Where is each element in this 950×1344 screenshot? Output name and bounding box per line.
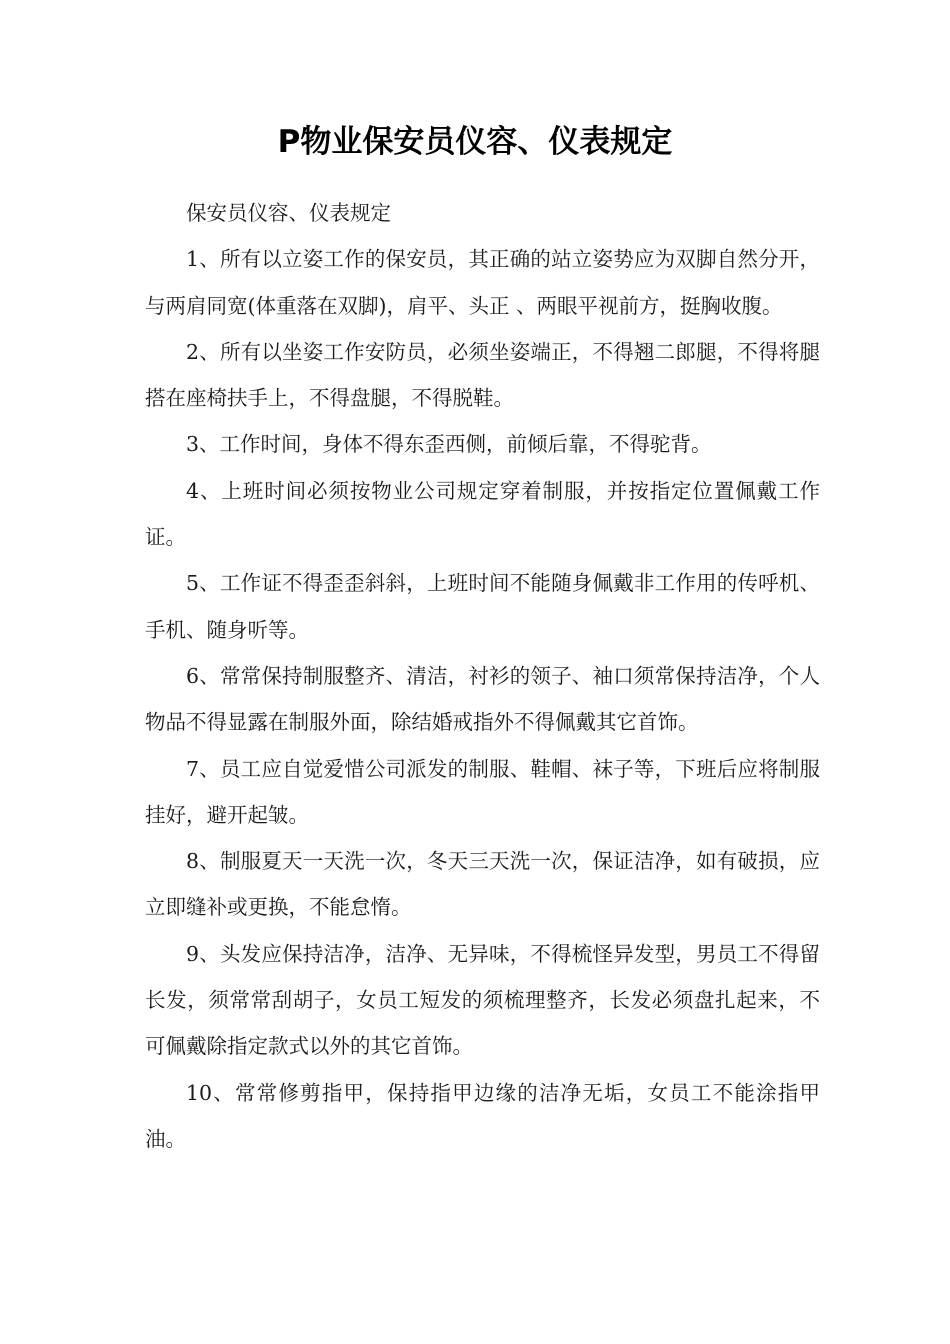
- paragraph-rule-2: 2、所有以坐姿工作安防员，必须坐姿端正，不得翘二郎腿，不得将腿搭在座椅扶手上，不得盘腿，不得脱鞋。: [145, 339, 820, 411]
- paragraph-rule-5: 5、工作证不得歪歪斜斜，上班时间不能随身佩戴非工作用的传呼机、手机、随身听等。: [145, 571, 820, 642]
- paragraph-rule-7: 7、员工应自觉爱惜公司派发的制服、鞋帽、袜子等，下班后应将制服挂好，避开起皱。: [145, 756, 820, 827]
- paragraph-rule-4: 4、上班时间必须按物业公司规定穿着制服，并按指定位置佩戴工作证。: [145, 478, 820, 550]
- document-title: P物业保安员仪容、仪表规定: [277, 124, 673, 160]
- paragraph-rule-10: 10、常常修剪指甲，保持指甲边缘的洁净无垢，女员工不能涂指甲油。: [145, 1080, 820, 1151]
- paragraph-rule-8: 8、制服夏天一天洗一次，冬天三天洗一次，保证洁净，如有破损，应立即缝补或更换，不能怠惰。: [145, 849, 820, 920]
- paragraph-intro: 保安员仪容、仪表规定: [186, 201, 391, 225]
- paragraph-rule-3: 3、工作时间，身体不得东歪西侧，前倾后靠，不得驼背。: [186, 432, 712, 457]
- paragraph-rule-1: 1、所有以立姿工作的保安员，其正确的站立姿势应为双脚自然分开，与两肩同宽(体重落在双脚)，肩平、头正 、两眼平视前方，挺胸收腹。: [145, 247, 820, 318]
- paragraph-rule-6: 6、常常保持制服整齐、清洁，衬衫的领子、袖口须常保持洁净，个人物品不得显露在制服外面，除结婚戒指外不得佩戴其它首饰。: [145, 663, 820, 735]
- document-body: [145, 190, 820, 1162]
- paragraph-rule-9: 9、头发应保持洁净，洁净、无异味，不得梳怪异发型，男员工不得留长发，须常常刮胡子，女员工短发的须梳理整齐，长发必须盘扎起来，不可佩戴除指定款式以外的其它首饰。: [145, 941, 820, 1059]
